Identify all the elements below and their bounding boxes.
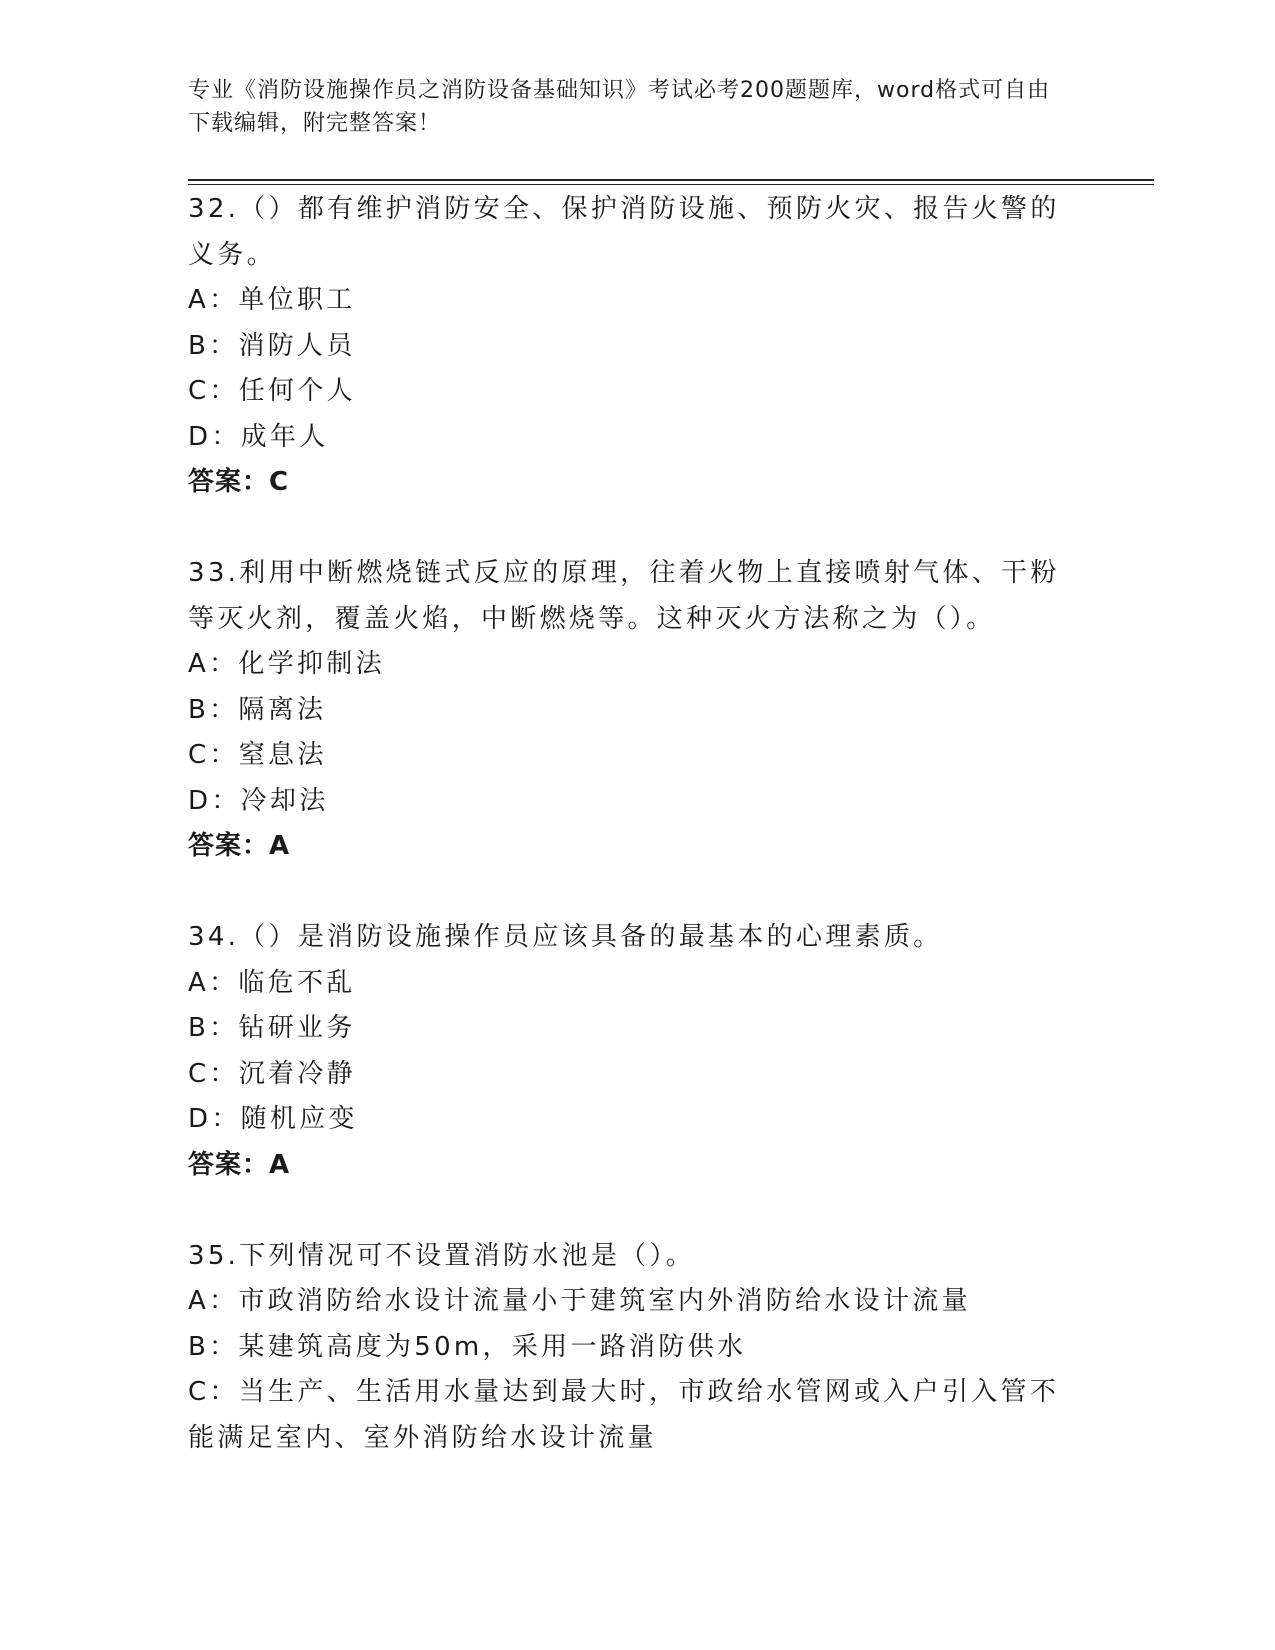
option-c: C：当生产、生活用水量达到最大时，市政给水管网或入户引入管不能满足室内、室外消防给水设计流量 bbox=[188, 1377, 1060, 1453]
option-b: B：消防人员 bbox=[188, 330, 356, 361]
question-block-34 bbox=[188, 915, 1078, 1188]
option-d: D：冷却法 bbox=[188, 785, 329, 816]
option-b: B：隔离法 bbox=[188, 694, 327, 725]
question-list bbox=[188, 187, 1078, 1461]
question-block-33 bbox=[188, 551, 1078, 870]
answer-label: 答案：A bbox=[188, 831, 291, 861]
question-text: 35.下列情况可不设置消防水池是（）。 bbox=[188, 1240, 696, 1271]
question-block-32 bbox=[188, 187, 1078, 506]
header-divider-thin bbox=[188, 184, 1154, 185]
option-a: A：临危不乱 bbox=[188, 967, 356, 998]
option-a: A：化学抑制法 bbox=[188, 649, 385, 679]
option-d: D：成年人 bbox=[188, 421, 329, 452]
spacer bbox=[188, 506, 1078, 552]
question-text: 32.（）都有维护消防安全、保护消防设施、预防火灾、报告火警的义务。 bbox=[188, 194, 1060, 270]
option-c: C：任何个人 bbox=[188, 376, 356, 406]
header-divider-thick bbox=[188, 179, 1154, 181]
question-text: 34.（）是消防设施操作员应该具备的最基本的心理素质。 bbox=[188, 922, 943, 952]
question-text: 33.利用中断燃烧链式反应的原理，往着火物上直接喷射气体、干粉等灭火剂，覆盖火焰，中断燃烧等。这种灭火方法称之为（）。 bbox=[188, 558, 1060, 634]
option-b: B：钻研业务 bbox=[188, 1013, 356, 1043]
question-block-35 bbox=[188, 1234, 1078, 1462]
option-d: D：随机应变 bbox=[188, 1104, 358, 1134]
spacer bbox=[188, 870, 1078, 916]
option-c: C：窒息法 bbox=[188, 740, 327, 770]
answer-label: 答案：C bbox=[188, 467, 290, 497]
option-a: A：单位职工 bbox=[188, 285, 356, 315]
option-b: B：某建筑高度为50m，采用一路消防供水 bbox=[188, 1331, 747, 1362]
spacer bbox=[188, 1188, 1078, 1234]
document-header: 专业《消防设施操作员之消防设备基础知识》考试必考200题题库，word格式可自由下载编辑，附完整答案！ bbox=[188, 78, 1051, 136]
option-c: C：沉着冷静 bbox=[188, 1058, 356, 1089]
answer-label: 答案：A bbox=[188, 1149, 291, 1180]
option-a: A：市政消防给水设计流量小于建筑室内外消防给水设计流量 bbox=[188, 1286, 971, 1316]
